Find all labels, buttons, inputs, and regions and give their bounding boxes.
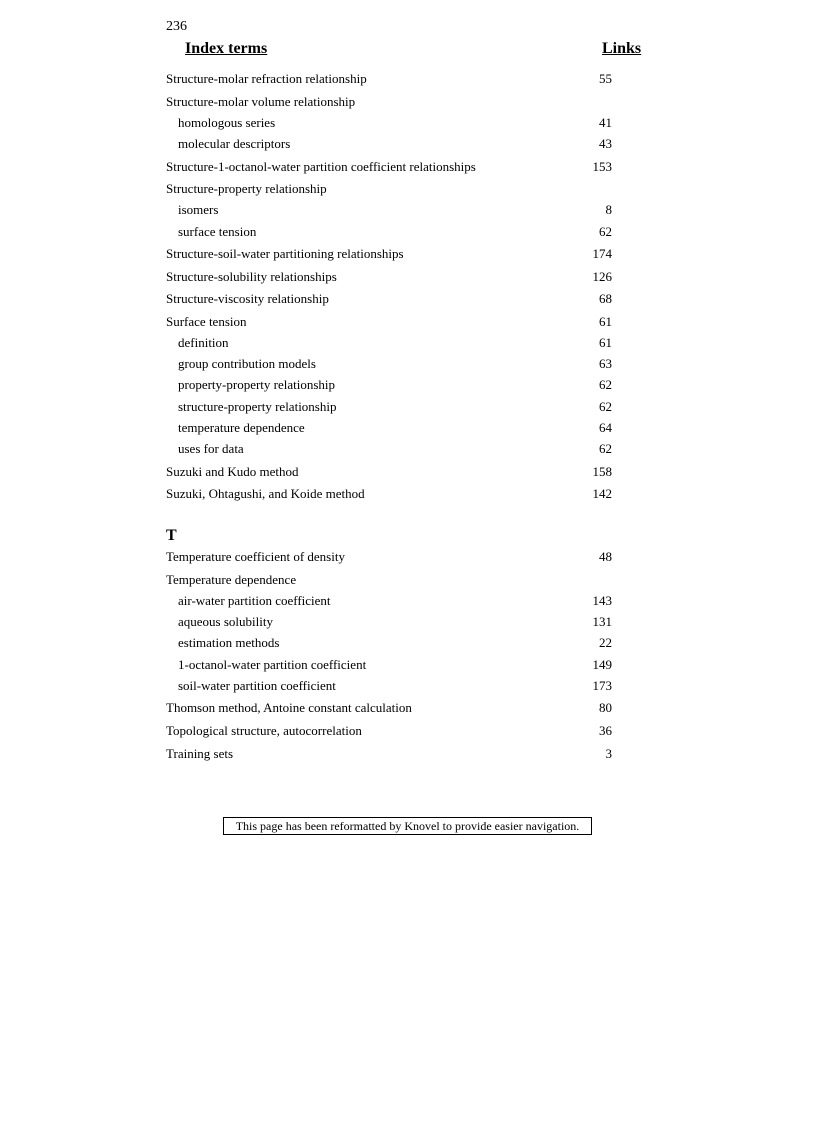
- page-link[interactable]: 3: [605, 745, 612, 761]
- index-term: temperature dependence: [178, 419, 305, 435]
- index-subentry: [166, 136, 612, 152]
- index-term: property-property relationship: [178, 377, 336, 393]
- index-term: Structure-1-octanol-water partition coefficient relationships: [166, 158, 476, 174]
- index-term: structure-property relationship: [178, 398, 337, 414]
- index-subentry: [166, 614, 612, 630]
- index-entry: [166, 700, 612, 716]
- page-link[interactable]: 36: [599, 722, 612, 738]
- page-link[interactable]: 41: [599, 114, 612, 130]
- index-term: 1-octanol-water partition coefficient: [178, 656, 367, 672]
- index-entry: [166, 486, 612, 502]
- index-term: soil-water partition coefficient: [178, 677, 336, 693]
- index-term: aqueous solubility: [178, 614, 273, 630]
- index-term: Structure-molar refraction relationship: [166, 71, 367, 86]
- page-link[interactable]: 61: [599, 335, 612, 351]
- index-subentry: [166, 399, 612, 415]
- index-term: homologous series: [178, 114, 276, 130]
- index-subentry: [166, 635, 612, 651]
- index-subentry: [166, 115, 612, 131]
- index-term: molecular descriptors: [178, 135, 291, 151]
- page-link[interactable]: 153: [592, 158, 612, 174]
- index-term: Suzuki, Ohtagushi, and Koide method: [166, 486, 365, 502]
- index-entry: [166, 181, 612, 197]
- index-term: Suzuki and Kudo method: [166, 463, 299, 479]
- page-link[interactable]: 143: [592, 593, 612, 608]
- page-link[interactable]: 68: [599, 291, 612, 307]
- index-term: isomers: [178, 202, 219, 218]
- index-term: Structure-solubility relationships: [166, 268, 337, 284]
- page-link[interactable]: 48: [599, 549, 612, 565]
- page-link[interactable]: 158: [592, 463, 612, 479]
- index-subentry: [166, 377, 612, 393]
- index-section-s: [166, 71, 612, 502]
- index-entry: [166, 269, 612, 285]
- index-terms-header: Index terms: [185, 40, 268, 57]
- index-term: surface tension: [178, 223, 257, 239]
- index-entry: [166, 572, 612, 588]
- page-link[interactable]: 43: [599, 135, 612, 151]
- index-section-t: [166, 549, 612, 761]
- index-term: Structure-viscosity relationship: [166, 291, 329, 307]
- index-entry: [166, 314, 612, 330]
- index-entry: [166, 464, 612, 480]
- index-entry: [166, 246, 612, 262]
- page-link[interactable]: 61: [599, 313, 612, 329]
- page-link[interactable]: 131: [592, 614, 612, 630]
- index-entry: [166, 291, 612, 307]
- index-subentry: [166, 657, 612, 673]
- index-entry: [166, 723, 612, 739]
- page-link[interactable]: 142: [592, 486, 612, 502]
- page-link[interactable]: 64: [599, 419, 612, 435]
- index-entry: [166, 746, 612, 762]
- page-number: 236: [166, 19, 187, 34]
- page-link[interactable]: 149: [592, 656, 612, 672]
- index-list: [166, 68, 612, 762]
- page-link[interactable]: 22: [599, 635, 612, 651]
- index-subentry: [166, 202, 612, 218]
- index-term: uses for data: [178, 441, 244, 457]
- index-subentry: [166, 224, 612, 240]
- page-link[interactable]: 174: [592, 246, 612, 262]
- index-term: Temperature coefficient of density: [166, 549, 345, 565]
- index-subentry: [166, 441, 612, 457]
- index-term: group contribution models: [178, 356, 316, 372]
- page-link[interactable]: 8: [605, 202, 612, 218]
- page-link[interactable]: 63: [599, 356, 612, 372]
- index-term: Thomson method, Antoine constant calculation: [166, 700, 412, 716]
- index-term: Topological structure, autocorrelation: [166, 722, 362, 738]
- index-entry: [166, 94, 612, 110]
- index-subentry: [166, 356, 612, 372]
- page-link[interactable]: 80: [599, 700, 612, 716]
- index-entry: [166, 159, 612, 175]
- page-link[interactable]: 62: [599, 377, 612, 393]
- knovel-notice: This page has been reformatted by Knovel to provide easier navigation.: [223, 817, 592, 835]
- index-term: Structure-soil-water partitioning relationships: [166, 246, 404, 262]
- page-link[interactable]: 173: [592, 677, 612, 693]
- index-entry: [166, 549, 612, 565]
- index-subentry: [166, 420, 612, 436]
- index-subentry: [166, 593, 612, 609]
- index-term: Surface tension: [166, 313, 247, 329]
- page-link[interactable]: 126: [592, 268, 612, 284]
- index-subentry: [166, 678, 612, 694]
- index-term: estimation methods: [178, 635, 280, 651]
- section-letter-t: T: [166, 527, 177, 545]
- index-term: Structure-molar volume relationship: [166, 93, 356, 109]
- page-link[interactable]: 62: [599, 223, 612, 239]
- index-term: Training sets: [166, 745, 234, 761]
- index-term: air-water partition coefficient: [178, 593, 331, 608]
- page-link[interactable]: 62: [599, 441, 612, 457]
- page-link[interactable]: 62: [599, 398, 612, 414]
- index-entry: [166, 71, 612, 87]
- page-link[interactable]: 55: [599, 71, 612, 86]
- links-header: Links: [602, 40, 642, 57]
- index-term: Temperature dependence: [166, 571, 297, 587]
- index-term: definition: [178, 335, 229, 351]
- index-term: Structure-property relationship: [166, 181, 327, 197]
- index-subentry: [166, 335, 612, 351]
